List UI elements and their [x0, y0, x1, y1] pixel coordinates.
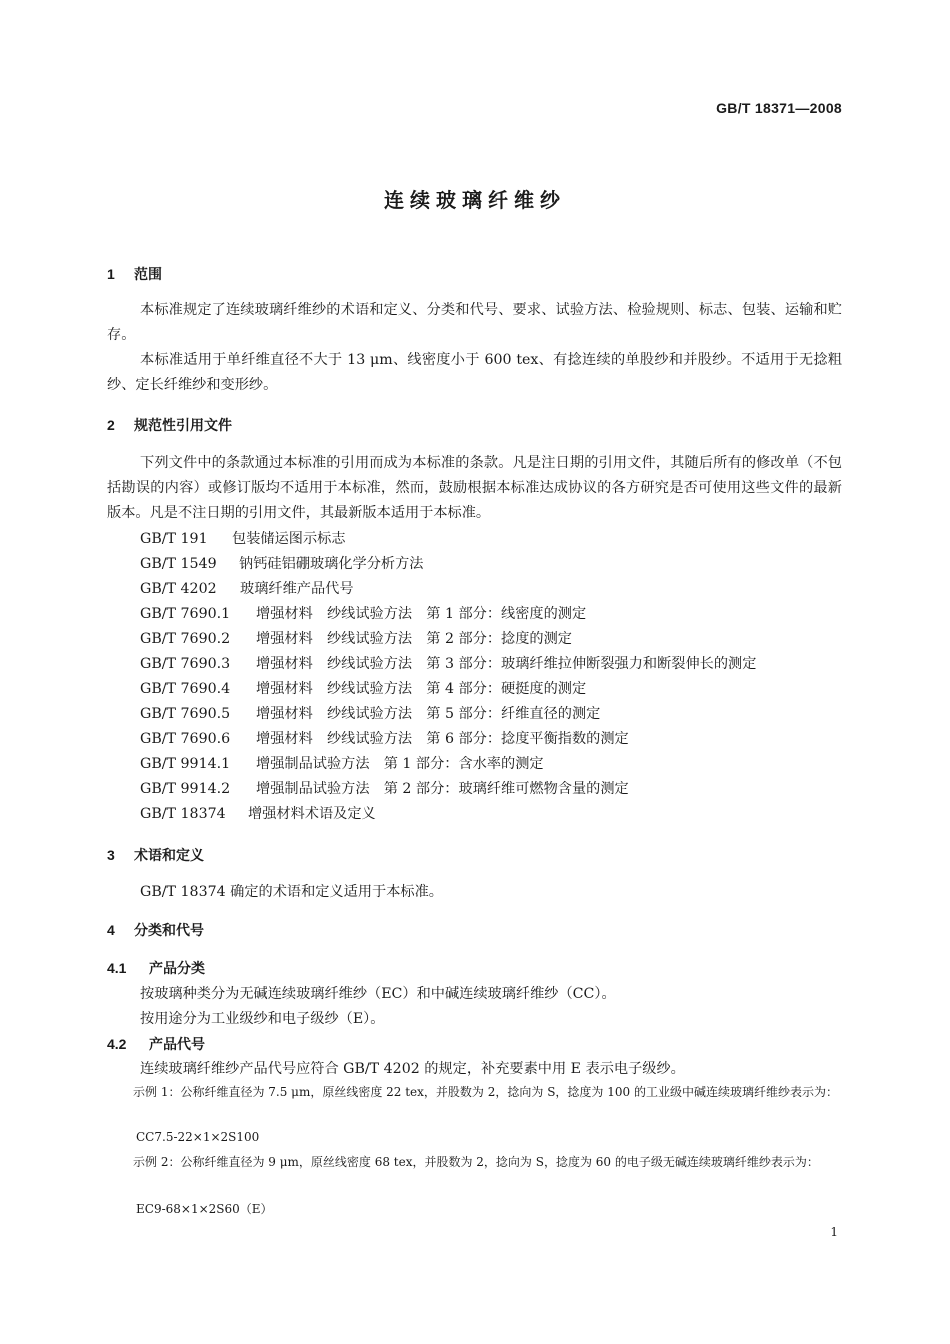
- reference-title: 增强材料 纱线试验方法 第 5 部分：纤维直径的测定: [256, 706, 601, 722]
- reference-title: 钠钙硅铝硼玻璃化学分析方法: [239, 556, 424, 572]
- reference-title: 增强材料 纱线试验方法 第 3 部分：玻璃纤维拉伸断裂强力和断裂伸长的测定: [256, 656, 757, 672]
- reference-item: [140, 553, 423, 573]
- reference-code: GB/T 4202: [140, 581, 217, 597]
- reference-code: GB/T 1549: [140, 556, 217, 572]
- reference-item: [140, 678, 586, 698]
- example-1: 示例 1：公称纤维直径为 7.5 μm，原丝线密度 22 tex，并股数为 2，捻向为 S，捻度为 100 的工业级中碱连续玻璃纤维纱表示为：: [133, 1085, 838, 1099]
- section-1-paragraph-1: 本标准规定了连续玻璃纤维纱的术语和定义、分类和代号、要求、试验方法、检验规则、标志、包装、运输和贮存。: [107, 302, 842, 343]
- standard-code: GB/T 18371—2008: [716, 100, 842, 116]
- section-3-paragraph-1: GB/T 18374 确定的术语和定义适用于本标准。: [140, 884, 443, 900]
- reference-code: GB/T 7690.5: [140, 706, 231, 722]
- section-title: 范围: [134, 267, 162, 283]
- reference-code: GB/T 7690.6: [140, 731, 231, 747]
- reference-code: GB/T 191: [140, 531, 208, 547]
- section-1-paragraph-2: 本标准适用于单纤维直径不大于 13 μm、线密度小于 600 tex、有捻连续的单股纱和并股纱。不适用于无捻粗纱、定长纤维纱和变形纱。: [107, 352, 842, 393]
- reference-item: [140, 728, 629, 748]
- reference-title: 增强制品试验方法 第 2 部分：玻璃纤维可燃物含量的测定: [256, 781, 629, 797]
- page-number: 1: [830, 1225, 838, 1239]
- reference-title: 增强材料 纱线试验方法 第 4 部分：硬挺度的测定: [256, 681, 587, 697]
- reference-title: 增强材料术语及定义: [248, 806, 376, 822]
- section-4-1-line-2: 按用途分为工业级纱和电子级纱（E）。: [140, 1011, 385, 1027]
- document-title: 连续玻璃纤维纱: [384, 188, 566, 212]
- reference-item: [140, 703, 600, 723]
- reference-item: [140, 653, 756, 673]
- reference-title: 增强制品试验方法 第 1 部分：含水率的测定: [256, 756, 544, 772]
- section-number: 2: [107, 417, 115, 433]
- reference-item: [140, 603, 586, 623]
- reference-title: 包装储运图示标志: [232, 531, 346, 547]
- reference-title: 增强材料 纱线试验方法 第 1 部分：线密度的测定: [256, 606, 587, 622]
- section-title: 产品代号: [149, 1037, 205, 1053]
- reference-item: [140, 628, 572, 648]
- reference-item: [140, 578, 354, 598]
- section-title: 分类和代号: [134, 923, 204, 939]
- example-2: 示例 2：公称纤维直径为 9 μm，原丝线密度 68 tex，并股数为 2，捻向为 S，捻度为 60 的电子级无碱连续玻璃纤维纱表示为：: [133, 1155, 819, 1169]
- reference-code: GB/T 7690.3: [140, 656, 231, 672]
- reference-title: 玻璃纤维产品代号: [240, 581, 354, 597]
- reference-title: 增强材料 纱线试验方法 第 2 部分：捻度的测定: [256, 631, 572, 647]
- section-number: 4: [107, 922, 115, 938]
- section-number: 4.2: [107, 1036, 127, 1052]
- reference-item: [140, 803, 376, 823]
- section-4-1-line-1: 按玻璃种类分为无碱连续玻璃纤维纱（EC）和中碱连续玻璃纤维纱（CC）。: [140, 986, 616, 1002]
- section-4-1-heading: [107, 958, 205, 978]
- section-number: 3: [107, 847, 115, 863]
- section-2-heading: [107, 415, 232, 435]
- reference-code: GB/T 7690.1: [140, 606, 231, 622]
- section-title: 规范性引用文件: [134, 418, 232, 434]
- reference-code: GB/T 7690.4: [140, 681, 231, 697]
- section-3-heading: [107, 845, 204, 865]
- example-1-code: CC7.5-22×1×2S100: [136, 1130, 260, 1144]
- section-4-heading: [107, 920, 204, 940]
- reference-code: GB/T 7690.2: [140, 631, 231, 647]
- section-number: 4.1: [107, 960, 127, 976]
- section-1-heading: [107, 264, 162, 284]
- reference-item: [140, 753, 544, 773]
- section-title: 产品分类: [149, 961, 205, 977]
- reference-item: [140, 528, 346, 548]
- section-title: 术语和定义: [134, 848, 204, 864]
- section-2-paragraph-1: 下列文件中的条款通过本标准的引用而成为本标准的条款。凡是注日期的引用文件，其随后所有的修改单（不包括勘误的内容）或修订版均不适用于本标准，然而，鼓励根据本标准达成协议的各方研究是否可使用这些文件的最新版本。凡是不注日期的引用文件，其最新版本适用于本标准。: [107, 455, 842, 521]
- section-4-2-heading: [107, 1034, 205, 1054]
- section-number: 1: [107, 266, 115, 282]
- reference-title: 增强材料 纱线试验方法 第 6 部分：捻度平衡指数的测定: [256, 731, 629, 747]
- reference-code: GB/T 18374: [140, 806, 226, 822]
- section-4-2-line-1: 连续玻璃纤维纱产品代号应符合 GB/T 4202 的规定，补充要素中用 E 表示电子级纱。: [140, 1061, 685, 1077]
- reference-item: [140, 778, 629, 798]
- example-2-code: EC9-68×1×2S60（E）: [136, 1202, 273, 1216]
- reference-code: GB/T 9914.2: [140, 781, 231, 797]
- reference-code: GB/T 9914.1: [140, 756, 231, 772]
